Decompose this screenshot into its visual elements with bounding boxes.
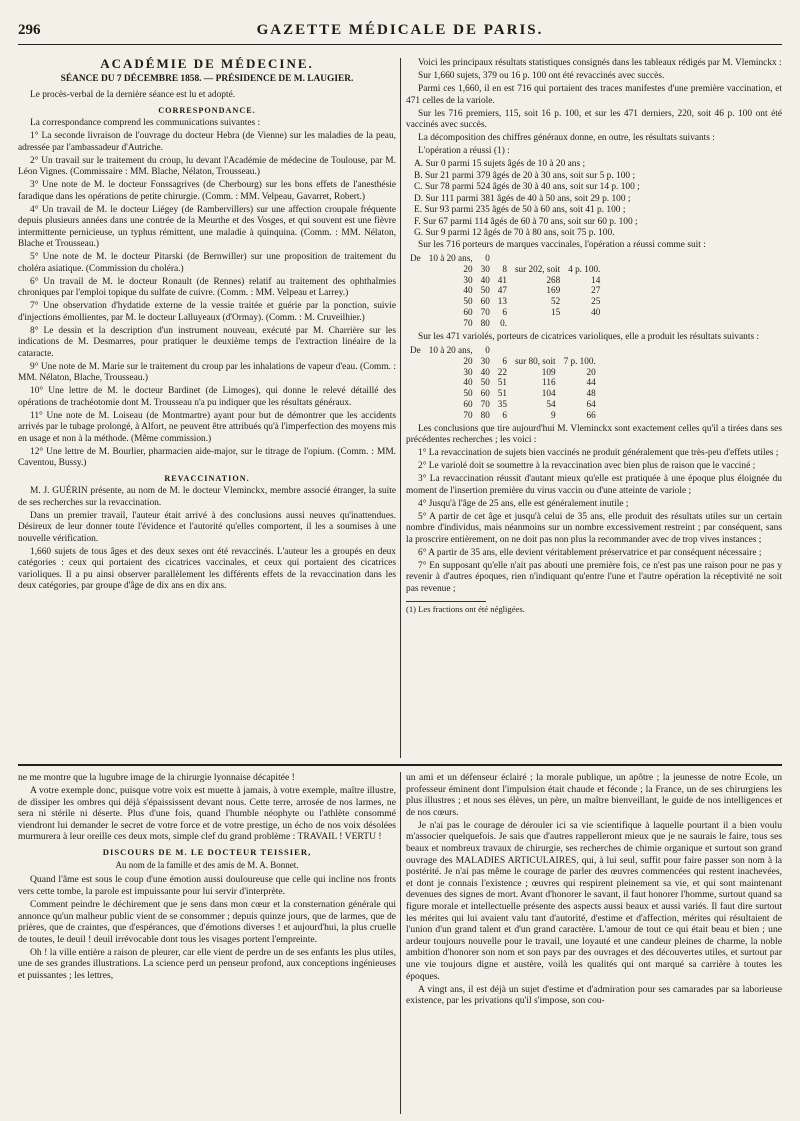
conclusion-item: 4° Jusqu'à l'âge de 25 ans, elle est généralement inutile ; [418, 498, 629, 509]
table-cell: 0. [500, 317, 507, 328]
correspondance-item: 4° Un travail de M. le docteur Liégey (de Rambervillers) sur une affection croupale fréquente depuis plusieurs années dans une contrée de la Meurthe et des Vosges, et qui souvent est une fièvre intermittente pernicieuse, un typhus rémittent, une maladie à quinquina. (Comm. : MM. Nélaton, Blache et Trousseau.) [18, 204, 396, 249]
speech-subtitle: Au nom de la famille et des amis de M. A. Bonnet. [115, 859, 299, 870]
table-cell: 40 [480, 366, 490, 377]
speech-paragraph: Quand l'âme est sous le coup d'une émotion aussi douloureuse que celle qui incline nos fronts vers cette tombe, la parole est impuissante pour lui servir d'interprète. [18, 874, 396, 897]
table-cell: 50 [463, 296, 473, 307]
speech-paragraph: Je n'ai pas le courage de dérouler ici sa vie scientifique à laquelle pourtant il a bien voulu m'associer quelquefois. Je sais que d'autres rappelleront mieux que je ne saurais le faire, tous ses beaux et nombreux travaux de chirurgie, ses recherches de chimie organique et surtout son grand ouvrage des MALADIES ARTICULAIRES, qui, à lui seul, suffit pour faire passer son nom à la postérité. Je n'ai pas même le courage de parler des œuvres commencées qui restent inachevées, et dont je connais l'existence ; œuvres qui respirent pleinement sa vie, et qui sont maintenant devenues des signes de mort. Avant d'honorer le savant, il faut honorer l'homme, surtout quand sa figure morale et intellectuelle présente des aspects aussi beaux et aussi variés. Il faut dire surtout les mérites qui lui avaient valu tant d'autorité, d'estime et d'affection, mérites qui résultaient de l'union d'un grand talent et d'un grand caractère. L'amour de tout ce qui était beau et bien ; une ardeur toujours nouvelle pour le travail, une loyauté et une candeur pleines de charme, la noble ambition d'honorer son nom et son pays par des ouvrages et des découvertes utiles, et surtout par une vie toujours digne et austère, voilà les qualités qui ont marqué sa carrière à toutes les époques. [406, 819, 782, 982]
lower-section [18, 772, 782, 1114]
variolic-intro: Sur les 471 variolés, porteurs de cicatrices varioliques, elle a produit les résultats suivants : [418, 331, 760, 342]
table-cell: 20 [463, 355, 473, 366]
table-row [406, 264, 604, 275]
table-cell [406, 399, 425, 410]
correspondance-item: 6° Un travail de M. le docteur Ronault (de Rennes) relatif au traitement des ophthalmies chroniques par l'emploi topique du sulfate de cuivre. (Comm. : MM. Velpeau et Larrey.) [18, 276, 396, 298]
correspondance-item: 5° Une note de M. le docteur Pitarski (de Bernwiller) sur une proposition de traitement du choléra asiatique. (Commission du choléra.) [18, 252, 396, 274]
table-cell: 6 [502, 306, 507, 317]
table-cell [564, 253, 604, 264]
table-cell [511, 318, 564, 329]
table-cell: 80 [480, 409, 490, 420]
statistics-paragraph: Parmi ces 1,660, il en est 716 qui portaient des traces manifestes d'une première vaccination, et 471 celles de la variole. [406, 84, 782, 106]
table-cell: 30 [480, 355, 490, 366]
table-cell: 70 [463, 317, 473, 328]
table-cell: 40 [480, 274, 490, 285]
revaccination-paragraph: Dans un premier travail, l'auteur était arrivé à des conclusions aussi neuves qu'inattendues. Désireux de leur donner toute l'évidence et l'autorité qu'elles comportent, il les a soumises à une nouvelle vérification. [18, 510, 396, 544]
table-cell: 9 [550, 409, 556, 420]
column-divider [400, 58, 401, 758]
table-cell: 15 [550, 306, 561, 317]
conclusion-item: 6° A partir de 35 ans, elle devient véritablement préservatrice et par conséquent nécessaire ; [418, 547, 762, 558]
table-cell [560, 345, 600, 356]
table-cell: sur 202, soit [514, 263, 561, 274]
correspondance-item: 8° Le dessin et la description d'un instrument nouveau, exécuté par M. Charrière sur les indications de M. Desmarres, pour pratiquer le deuxième temps de l'extraction linéaire de la cataracte. [18, 325, 396, 359]
table-cell: 50 [463, 388, 473, 399]
table-cell: 0 [485, 345, 490, 356]
table-cell: 35 [497, 399, 507, 410]
table-row [406, 253, 604, 264]
table-cell: 54 [546, 399, 556, 410]
table-row [406, 377, 600, 388]
table-cell: 0 [485, 253, 490, 263]
table-cell: 20 [586, 366, 596, 377]
table-cell [406, 356, 425, 367]
correspondance-item: 7° Une observation d'hydatide externe de la vessie traitée et guérie par la ponction, suivie d'injections émollientes, par M. le docteur Lalluyeaux (d'Ormay). (Comm. : M. Cruveilhier.) [18, 301, 396, 323]
vaccinal-results-table [406, 253, 604, 329]
speech-paragraph: A vingt ans, il est déjà un sujet d'estime et d'admiration pour ses camarades par sa laborieuse existence, par les privations qu'il s'impose, son cou- [406, 983, 782, 1007]
table-cell: 51 [497, 377, 507, 388]
table-cell: 52 [550, 296, 561, 307]
table-row [406, 318, 604, 329]
speech-paragraph: Oh ! la ville entière a raison de pleurer, car elle vient de perdre un de ses enfants les plus utiles, une de ses grandes illustrations. La science perd un penseur profond, aux conceptions ingénieuses et puissantes ; les lettres, [18, 946, 396, 981]
table-cell: 60 [480, 388, 490, 399]
table-cell: 40 [591, 306, 601, 317]
table-cell: 10 à 20 ans, [428, 253, 473, 263]
session-line: SÉANCE DU 7 DÉCEMBRE 1858. — PRÉSIDENCE DE M. LAUGIER. [60, 73, 354, 84]
intro-paragraph: Le procès-verbal de la dernière séance est lu et adopté. [30, 90, 236, 100]
statistics-paragraph: Sur les 716 premiers, 115, soit 16 p. 100, et sur les 471 derniers, 220, soit 46 p. 100 ont été vaccinés avec succès. [406, 108, 782, 130]
table-cell [406, 367, 425, 378]
table-cell [406, 296, 425, 307]
conclusion-item: 3° La revaccination réussit d'autant mieux qu'elle est pratiquée à une époque plus éloignée du moment de l'insertion première du virus vaccin ou d'une atteinte de variole ; [406, 474, 782, 496]
revaccination-heading: REVACCINATION. [164, 473, 250, 483]
table-cell: 6 [502, 409, 507, 420]
upper-section [18, 58, 782, 758]
correspondance-item: 11° Une note de M. Loiseau (de Montmartre) ayant pour but de démontrer que les accidents arrivés par le tubage prolongé, à Alfort, ne peuvent être attribués qu'à l'imperfection des moyens mis en usage et non à la méthode. (Même commission.) [18, 410, 396, 444]
conclusion-item: 5° A partir de cet âge et jusqu'à celui de 35 ans, elle produit des résultats utiles sur un certain nombre d'individus, mais néanmoins sur un nombre excessivement restreint ; par conséquent, sans la proscrire entièrement, on ne doit pas non plus la recommander avec de trop vives instances ; [406, 511, 782, 545]
table-cell: sur 80, soit [514, 355, 556, 366]
left-column [18, 58, 396, 594]
table-cell: 20 [463, 263, 473, 274]
table-cell: 22 [497, 366, 507, 377]
table-row [406, 345, 600, 356]
age-group-line: D. Sur 111 parmi 381 âgés de 40 à 50 ans, soit 29 p. 100 ; [414, 193, 631, 204]
age-group-line: G. Sur 9 parmi 12 âgés de 70 à 80 ans, soit 75 p. 100. [414, 228, 615, 238]
correspondance-item: 10° Une lettre de M. le docteur Bardinet (de Limoges), qui donne le relevé détaillé des opérations de trachéotomie dont M. Trousseau n'a pu indiquer que les résultats généraux. [18, 386, 396, 408]
table-row [406, 410, 600, 421]
table-row [406, 307, 604, 318]
table-cell [494, 253, 511, 264]
table-cell [406, 377, 425, 388]
table-cell: 70 [463, 409, 473, 420]
table-cell: 13 [497, 296, 507, 307]
feuilleton-paragraph: ne me montre que la lugubre image de la chirurgie lyonnaise décapitée ! [18, 772, 295, 783]
correspondance-heading: CORRESPONDANCE. [158, 105, 256, 115]
table-cell: 60 [480, 296, 490, 307]
table-cell: 40 [463, 285, 473, 296]
age-group-line: B. Sur 21 parmi 379 âgés de 20 à 30 ans, soit sur 5 p. 100 ; [414, 170, 636, 181]
table-cell: 4 p. 100. [568, 263, 601, 274]
revaccination-paragraph: 1,660 sujets de tous âges et des deux sexes ont été revaccinés. L'auteur les a groupés en deux catégories : ceux qui portaient des cicatrices vaccinales, et ceux qui portaient des cicatrices varioliques. Il a pu ainsi observer parallèlement les différents effets de la revaccination dans les deux catégories, par groupe d'âge de dix ans en dix ans. [18, 546, 396, 591]
conclusion-item: 2° Le variolé doit se soumettre à la revaccination avec bien plus de raison que le vacciné ; [418, 461, 756, 472]
feuilleton-paragraph: A votre exemple donc, puisque votre voix est muette à jamais, à votre exemple, maître illustre, de dissiper les ombres qui déjà s'épaississent devant nous. Cette terre, arrosée de nos larmes, ne sera ni stérile ni déserte. Plus d'une fois, quand l'humble néophyte ou l'athlète consommé viendront lui demander le secret de votre force et de votre prestige, un écho de nos voix désolées murmurera à leur oreille ces deux mots, simple clef du grand problème : TRAVAIL ! VERTU ! [18, 785, 396, 843]
table-cell [406, 264, 425, 275]
correspondance-item: 1° La seconde livraison de l'ouvrage du docteur Hebra (de Vienne) sur les maladies de la peau, adressée par l'ambassadeur d'Autriche. [18, 131, 396, 153]
table-cell: 41 [497, 274, 507, 285]
table-row [406, 367, 600, 378]
statistics-paragraph: L'opération a réussi (1) : [418, 146, 510, 156]
table-row [406, 399, 600, 410]
table-cell: 70 [480, 306, 490, 317]
table-cell [494, 345, 511, 356]
table-cell [406, 388, 425, 399]
table-cell [406, 275, 425, 286]
section-divider [18, 764, 782, 766]
table-cell: 44 [586, 377, 596, 388]
table-cell: 80 [480, 317, 490, 328]
footnote-rule [406, 601, 486, 602]
speech-title: DISCOURS DE M. LE DOCTEUR TEISSIER, [102, 847, 312, 858]
table-cell: 48 [586, 388, 596, 399]
variolic-results-table [406, 345, 600, 421]
table-cell: 30 [480, 263, 490, 274]
table-cell: 8 [502, 263, 507, 274]
page-number: 296 [18, 22, 41, 38]
table-cell: 27 [591, 285, 601, 296]
statistics-intro: Voici les principaux résultats statistiques consignés dans les tableaux rédigés par M. Vleminckx : [418, 58, 782, 68]
correspondance-item: 3° Une note de M. le docteur Fonssagrives (de Cherbourg) sur les bons effets de l'anesthésie faradique dans les opérations de petite chirurgie. (Comm. : MM. Velpeau, Gavarret, Robert.) [18, 180, 396, 202]
table-cell: 30 [463, 366, 473, 377]
age-group-line: F. Sur 67 parmi 114 âgés de 60 à 70 ans, soit sur 60 p. 100 ; [414, 216, 638, 227]
table-cell: 268 [546, 274, 561, 285]
correspondance-item: 12° Une lettre de M. Bourlier, pharmacien aide-major, sur le titrage de l'opium. (Comm. : MM. Caventou, Bussy.) [18, 446, 396, 468]
conclusion-item: 1° La revaccination de sujets bien vaccinés ne produit généralement que très-peu d'effets utiles ; [418, 448, 779, 459]
table-cell [406, 318, 425, 329]
table-cell: 25 [591, 296, 601, 307]
table-row [406, 296, 604, 307]
table-cell: 116 [542, 377, 556, 388]
table-cell: 169 [546, 285, 561, 296]
table-cell: 60 [463, 306, 473, 317]
table-cell: 109 [541, 366, 556, 377]
table-row [406, 356, 600, 367]
correspondance-item: 9° Une note de M. Marie sur le traitement du croup par les inhalations de vapeur d'eau. (Comm. : MM. Nélaton, Blache, Trousseau.) [18, 361, 396, 383]
journal-title: GAZETTE MÉDICALE DE PARIS. [256, 22, 544, 38]
revaccination-paragraph: M. J. GUÉRIN présente, au nom de M. le docteur Vleminckx, membre associé étranger, la suite de ses recherches sur la revaccination. [18, 486, 396, 508]
conclusions-intro: Les conclusions que tire aujourd'hui M. Vleminckx sont exactement celles qu'il a tirées dans ses précédentes recherches ; les voici : [406, 423, 782, 446]
statistics-paragraph: La décomposition des chiffres généraux donne, en outre, les résultats suivants : [418, 133, 715, 143]
right-column [406, 58, 782, 616]
table-cell: 47 [497, 285, 507, 296]
lower-left-column [18, 772, 396, 983]
table-row [406, 388, 600, 399]
running-head [18, 22, 782, 45]
age-group-line: E. Sur 93 parmi 235 âgés de 50 à 60 ans, soit 41 p. 100 ; [414, 205, 626, 215]
table-cell: De [410, 253, 421, 263]
statistics-paragraph: Sur 1,660 sujets, 379 ou 16 p. 100 ont été revaccinés avec succès. [418, 71, 665, 81]
table-cell: 66 [586, 409, 596, 420]
table-cell: 50 [480, 377, 490, 388]
table-cell: 40 [463, 377, 473, 388]
table-cell: 6 [502, 355, 507, 366]
table-cell: 104 [541, 388, 556, 399]
lower-column-divider [400, 772, 401, 1114]
table-cell: 14 [591, 274, 601, 285]
table-cell: 70 [480, 399, 490, 410]
correspondance-intro: La correspondance comprend les communications suivantes : [30, 118, 261, 128]
table-row [406, 285, 604, 296]
speech-paragraph: Comment peindre le déchirement que je sens dans mon cœur et la consternation générale qui annonce qu'un malheur public vient de se consommer ; depuis quinze jours, que de larmes, que de prières, que de craintes, que d'espérances, que d'émotions diverses ! et aujourd'hui, la plus cruelle de toutes, le deuil ! deuil irrévocable dont tous les visages portent l'empreinte. [18, 898, 396, 945]
table-cell: 10 à 20 ans, [428, 345, 473, 356]
table-row [406, 275, 604, 286]
vaccinal-intro: Sur les 716 porteurs de marques vaccinales, l'opération a réussi comme suit : [418, 239, 706, 250]
table-cell [406, 307, 425, 318]
table-cell [511, 253, 564, 264]
footnote: (1) Les fractions ont été négligées. [406, 604, 525, 615]
table-cell: 64 [586, 399, 596, 410]
age-group-line: A. Sur 0 parmi 15 sujets âgés de 10 à 20 ans ; [414, 159, 586, 169]
age-group-line: C. Sur 78 parmi 524 âgés de 30 à 40 ans, soit sur 14 p. 100 ; [414, 182, 640, 192]
correspondance-item: 2° Un travail sur le traitement du croup, lu devant l'Académie de médecine de Toulouse, par M. Léon Vignes. (Commissaire : MM. Blache, Nélaton, Trousseau.) [18, 155, 396, 177]
lower-right-column [406, 772, 782, 1008]
table-cell: 51 [497, 388, 507, 399]
table-cell [406, 410, 425, 421]
conclusion-item: 7° En supposant qu'elle n'ait pas abouti une première fois, ce n'est pas une raison pour ne pas y revenir à d'autres époques, rien n'indiquant qu'entre l'une et l'autre opération la réceptivité ne soit pas revenue ; [406, 560, 782, 594]
table-cell: 7 p. 100. [563, 355, 596, 366]
table-cell [564, 318, 604, 329]
table-cell: 50 [480, 285, 490, 296]
speech-paragraph: un ami et un défenseur éclairé ; la morale publique, un apôtre ; la jeunesse de notre Ecole, un professeur éminent dont l'impulsion était chaude et féconde ; la France, un de ses chirurgiens les plus illustres ; et nous ses élèves, un père, un maître bienveillant, le guide de nos intelligences et de nos cœurs. [406, 772, 782, 818]
section-title: ACADÉMIE DE MÉDECINE. [100, 56, 314, 71]
table-cell: 60 [463, 399, 473, 410]
table-cell: 30 [463, 274, 473, 285]
table-cell [406, 285, 425, 296]
table-cell [511, 345, 560, 356]
table-cell: De [410, 345, 421, 356]
